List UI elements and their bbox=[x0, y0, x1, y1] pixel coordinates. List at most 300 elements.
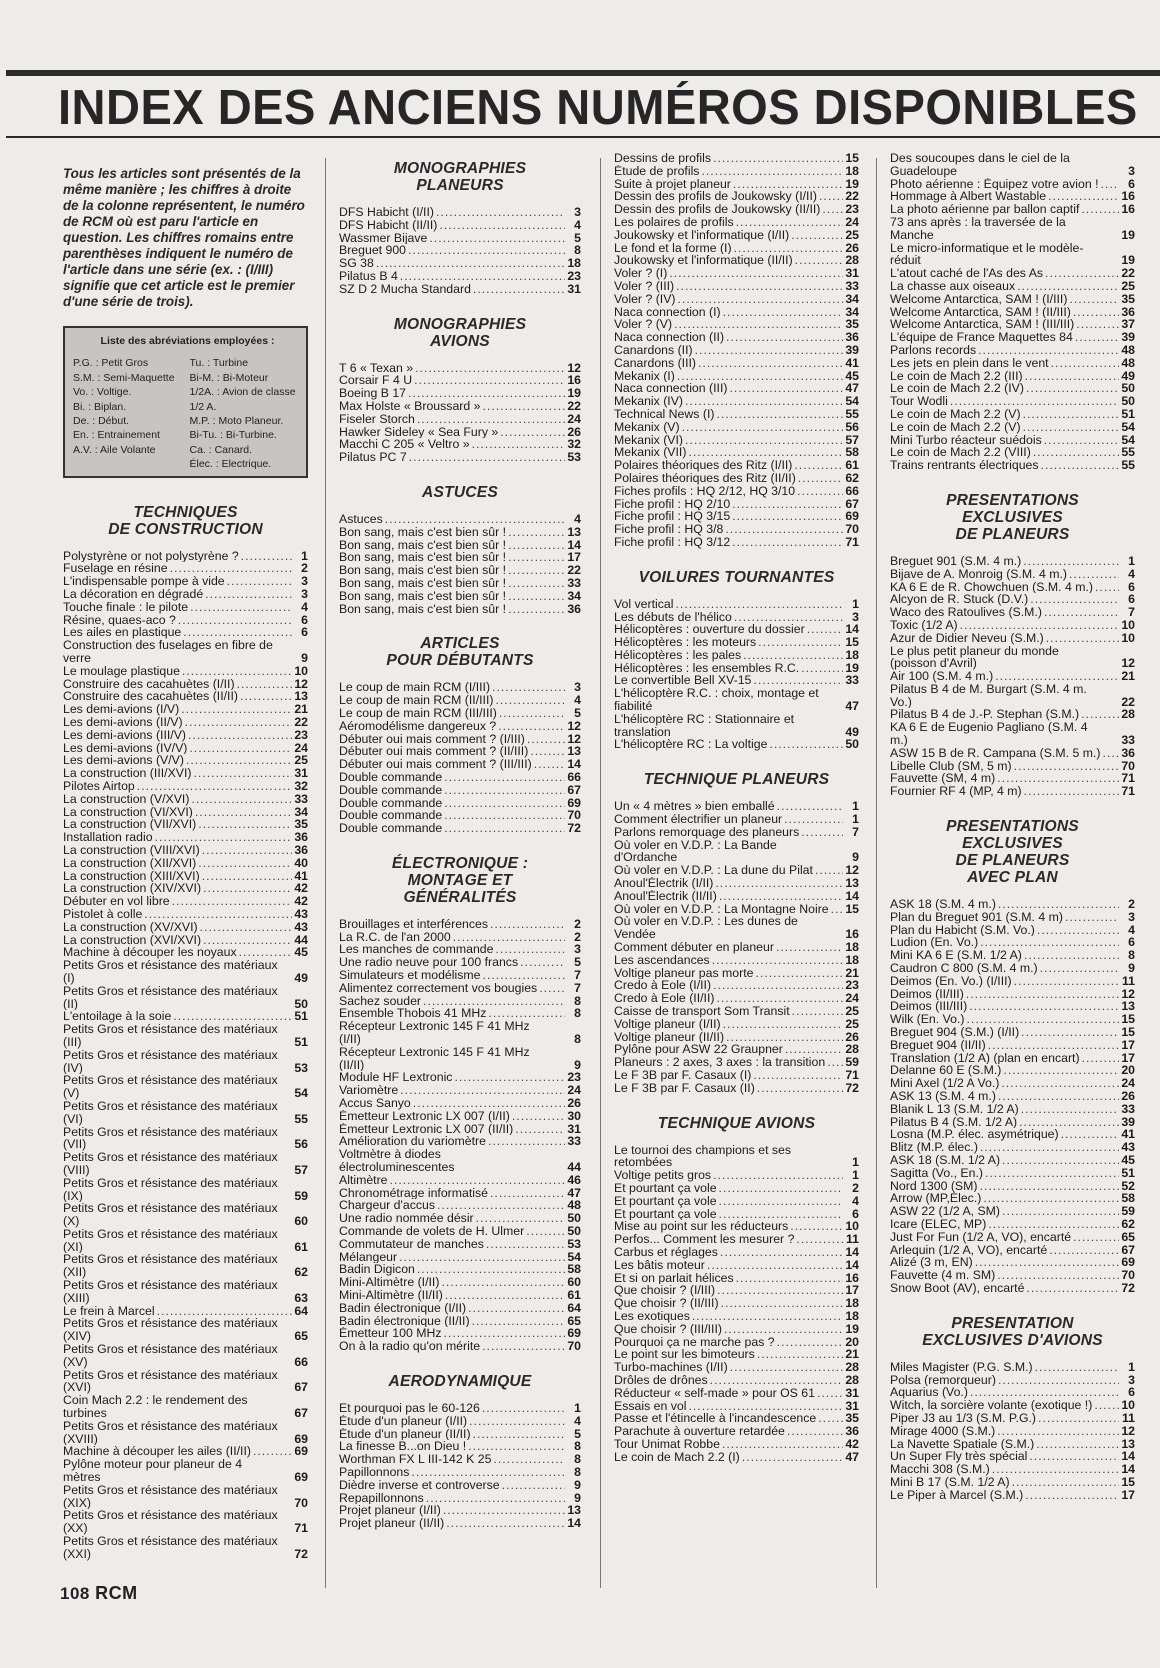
issue-number: 69 bbox=[294, 1431, 308, 1446]
leader-dots bbox=[777, 1336, 843, 1349]
index-entry bbox=[614, 954, 859, 967]
entry-title: Bon sang, mais c'est bien sûr ! bbox=[339, 564, 507, 577]
leader-dots bbox=[732, 498, 843, 511]
leader-dots bbox=[736, 216, 843, 229]
leader-dots bbox=[716, 992, 843, 1005]
column-1-sections bbox=[63, 504, 308, 1561]
index-entry bbox=[614, 713, 859, 739]
issue-number: 51 bbox=[1121, 407, 1135, 421]
index-section bbox=[890, 1315, 1135, 1502]
index-entry bbox=[614, 649, 859, 662]
entry-title: Breguet 904 (S.M.) (I/II) bbox=[890, 1026, 1020, 1039]
issue-number: 6 bbox=[1128, 936, 1135, 950]
entry-title: Credo à Eole (II/II) bbox=[614, 992, 715, 1006]
issue-number: 69 bbox=[294, 1445, 308, 1459]
index-entry bbox=[614, 800, 859, 813]
issue-number: 26 bbox=[845, 1030, 859, 1044]
leader-dots bbox=[482, 1402, 565, 1415]
leader-dots bbox=[493, 1453, 565, 1466]
leader-dots bbox=[966, 1013, 1119, 1026]
entry-title: ASW 22 (1/2 A, SM) bbox=[890, 1205, 1001, 1218]
issue-number: 48 bbox=[1121, 356, 1135, 370]
leader-dots bbox=[437, 1199, 565, 1212]
issue-number: 15 bbox=[1121, 1026, 1135, 1039]
index-entry bbox=[614, 598, 859, 611]
issue-number: 36 bbox=[1121, 746, 1135, 760]
entry-title: Suite à projet planeur bbox=[614, 177, 731, 191]
section-heading: TECHNIQUE PLANEURS bbox=[643, 771, 830, 789]
leader-dots bbox=[526, 1225, 565, 1238]
entry-title: Fiches profils : HQ 2/12, HQ 3/10 bbox=[614, 484, 796, 498]
entry-title: Just For Fun (1/2 A, VO), encarté bbox=[890, 1230, 1072, 1244]
issue-number: 41 bbox=[294, 869, 308, 883]
issue-number: 19 bbox=[567, 387, 581, 400]
entry-title: Et pourtant ça vole bbox=[614, 1181, 717, 1195]
index-section bbox=[890, 492, 1135, 798]
index-entry bbox=[890, 988, 1135, 1001]
entry-title: Fiseler Storch bbox=[339, 412, 415, 426]
index-entry bbox=[339, 526, 581, 539]
leader-dots bbox=[482, 400, 565, 413]
issue-number: 6 bbox=[301, 613, 308, 627]
index-section bbox=[614, 152, 859, 549]
entry-title: Et pourtant ça vole bbox=[614, 1207, 717, 1221]
index-entry bbox=[890, 1269, 1135, 1282]
index-entry bbox=[890, 1167, 1135, 1180]
issue-number: 51 bbox=[294, 1010, 308, 1024]
index-entry bbox=[614, 890, 859, 903]
index-entry bbox=[614, 1451, 859, 1464]
index-section bbox=[890, 152, 1135, 472]
entry-title: KA 6 E de Eugenio Pagliano (S.M. 4 m.) bbox=[890, 721, 1088, 747]
issue-number: 25 bbox=[845, 1005, 859, 1018]
entry-title: Petits Gros et résistance des matériaux (VII) bbox=[63, 1125, 278, 1152]
leader-dots bbox=[677, 370, 843, 383]
issue-number: 6 bbox=[301, 626, 308, 640]
index-entry bbox=[339, 270, 581, 283]
entry-title: Papillonnons bbox=[339, 1465, 410, 1479]
leader-dots bbox=[730, 1361, 843, 1374]
entry-title: Une radio nommée désir bbox=[339, 1212, 474, 1226]
index-entry bbox=[614, 472, 859, 485]
leader-dots bbox=[818, 1412, 843, 1425]
issue-number: 59 bbox=[294, 1188, 308, 1203]
issue-number: 69 bbox=[294, 1470, 308, 1484]
index-entry bbox=[890, 1386, 1135, 1399]
leader-dots bbox=[792, 1005, 843, 1018]
entry-title: Le convertible Bell XV-15 bbox=[614, 674, 752, 688]
index-entry bbox=[63, 1177, 308, 1203]
issue-number: 9 bbox=[301, 651, 308, 665]
index-entry bbox=[614, 1233, 859, 1246]
index-entry bbox=[339, 1123, 581, 1136]
column-2-sections bbox=[339, 160, 581, 1530]
issue-number: 18 bbox=[845, 953, 859, 967]
issue-number: 65 bbox=[294, 1329, 308, 1344]
entry-title: Voler ? (I) bbox=[614, 267, 668, 280]
leader-dots bbox=[822, 203, 843, 216]
leader-dots bbox=[173, 1010, 292, 1023]
issue-number: 34 bbox=[294, 805, 308, 819]
leader-dots bbox=[997, 1269, 1119, 1282]
leader-dots bbox=[527, 733, 565, 746]
issue-number: 72 bbox=[1121, 1281, 1135, 1295]
entry-title: La R.C. de l'an 2000 bbox=[339, 930, 451, 944]
leader-dots bbox=[1014, 975, 1119, 988]
issue-number: 43 bbox=[1121, 1141, 1135, 1154]
issue-number: 19 bbox=[845, 177, 859, 191]
entry-title: Le F 3B par F. Casaux (II) bbox=[614, 1081, 755, 1095]
issue-number: 48 bbox=[1121, 343, 1135, 357]
issue-number: 19 bbox=[1121, 227, 1135, 242]
entry-title: Débuter en vol libre bbox=[63, 895, 170, 908]
leader-dots bbox=[1037, 924, 1119, 937]
entry-title: Pylône pour ASW 22 Graupner bbox=[614, 1043, 783, 1057]
issue-number: 12 bbox=[1121, 1424, 1135, 1438]
entry-title: Mini-Altimètre (I/II) bbox=[339, 1276, 440, 1289]
entry-title: Réducteur « self-made » pour OS 61 bbox=[614, 1386, 815, 1400]
issue-number: 18 bbox=[845, 1297, 859, 1310]
index-entry bbox=[63, 1049, 308, 1075]
entry-title: Anoul'Électrik (II/II) bbox=[614, 889, 717, 903]
index-entry bbox=[63, 1074, 308, 1100]
issue-number: 10 bbox=[294, 664, 308, 678]
entry-title: Max Holste « Broussard » bbox=[339, 399, 481, 413]
leader-dots bbox=[1023, 408, 1119, 421]
issue-number: 2 bbox=[574, 930, 581, 944]
issue-number: 18 bbox=[567, 257, 581, 270]
issue-number: 3 bbox=[852, 610, 859, 624]
entry-title: Le coin de Mach 2.2 (V) bbox=[890, 407, 1021, 421]
entry-title: Carbus et réglages bbox=[614, 1245, 718, 1259]
leader-dots bbox=[492, 681, 565, 694]
entry-title: Technical News (I) bbox=[614, 407, 715, 421]
abbreviations-grid bbox=[73, 356, 302, 471]
index-entry bbox=[339, 1148, 581, 1174]
leader-dots bbox=[508, 590, 565, 603]
issue-number: 70 bbox=[567, 1340, 581, 1353]
issue-number: 1 bbox=[852, 800, 859, 814]
entry-title: Aquarius (Vo.) bbox=[890, 1386, 968, 1400]
issue-number: 63 bbox=[294, 1290, 308, 1305]
index-entry bbox=[614, 1043, 859, 1056]
index-entry bbox=[63, 806, 308, 819]
index-entry bbox=[890, 911, 1135, 924]
leader-dots bbox=[978, 344, 1119, 357]
leader-dots bbox=[1102, 747, 1119, 760]
index-entry bbox=[63, 601, 308, 614]
abbreviation-item: Bi-Tu. : Bi-Turbine. bbox=[189, 429, 277, 442]
issue-number: 17 bbox=[567, 551, 581, 565]
leader-dots bbox=[988, 1039, 1119, 1052]
leader-dots bbox=[785, 1043, 843, 1056]
index-entry bbox=[339, 1199, 581, 1212]
issue-number: 49 bbox=[294, 970, 308, 985]
index-entry bbox=[339, 982, 581, 995]
issue-number: 14 bbox=[845, 889, 859, 903]
entry-title: Naca connection (I) bbox=[614, 305, 721, 319]
index-entry bbox=[63, 550, 308, 563]
leader-dots bbox=[444, 809, 565, 822]
abbreviations-title: Liste des abréviations employées : bbox=[100, 335, 275, 347]
entry-title: Petits Gros et résistance des matériaux (VIII) bbox=[63, 1151, 278, 1177]
index-entry bbox=[890, 178, 1135, 191]
leader-dots bbox=[755, 967, 843, 980]
leader-dots bbox=[729, 382, 843, 395]
leader-dots bbox=[726, 331, 843, 344]
issue-number: 42 bbox=[294, 895, 308, 908]
entry-title: Toxic (1/2 A) bbox=[890, 618, 958, 632]
entry-title: ASK 18 (S.M. 1/2 A) bbox=[890, 1154, 1001, 1167]
leader-dots bbox=[443, 1504, 565, 1517]
issue-number: 43 bbox=[294, 920, 308, 934]
column-1 bbox=[63, 160, 308, 1561]
entry-title: Naca connection (II) bbox=[614, 331, 725, 344]
entry-title: Plan du Breguet 901 (S.M. 4 m) bbox=[890, 910, 1063, 924]
index-entry bbox=[614, 382, 859, 395]
entry-title: Petits Gros et résistance des matériaux (II) bbox=[63, 984, 278, 1011]
leader-dots bbox=[796, 1233, 843, 1246]
index-entry bbox=[614, 229, 859, 242]
index-section bbox=[339, 316, 581, 464]
issue-number: 67 bbox=[294, 1406, 308, 1420]
entry-title: Altimètre bbox=[339, 1173, 388, 1187]
entry-title: Ensemble Thobois 41 MHz bbox=[339, 1007, 487, 1021]
leader-dots bbox=[1002, 1205, 1119, 1218]
index-entry bbox=[614, 915, 859, 941]
abbreviation-item: Élec. : Electrique. bbox=[189, 458, 272, 471]
entry-title: Deimos (En. Vo.) (I/III) bbox=[890, 974, 1012, 988]
index-entry bbox=[63, 1010, 308, 1023]
index-entry bbox=[890, 446, 1135, 459]
entry-title: Caudron C 800 (S.M. 4 m.) bbox=[890, 962, 1038, 975]
leader-dots bbox=[415, 362, 565, 375]
issue-number: 41 bbox=[1121, 1128, 1135, 1142]
abbreviation-item: 1/2A. : Avion de classe bbox=[189, 386, 296, 399]
section-heading: TECHNIQUES DE CONSTRUCTION bbox=[108, 503, 263, 538]
entry-title: Anoul'Électrik (I/II) bbox=[614, 877, 714, 890]
entry-title: L'hélicoptère RC : Stationnaire et translation bbox=[614, 712, 795, 739]
leader-dots bbox=[1001, 1077, 1119, 1090]
entry-title: Voler ? (V) bbox=[614, 318, 673, 332]
entry-title: ASW 15 B de R. Campana (S.M. 5 m.) bbox=[890, 746, 1101, 760]
index-entry bbox=[614, 1195, 859, 1208]
index-entry bbox=[339, 283, 581, 296]
issue-number: 1 bbox=[852, 597, 859, 611]
index-entry bbox=[63, 921, 308, 934]
index-entry bbox=[614, 523, 859, 536]
issue-number: 6 bbox=[1128, 593, 1135, 607]
entry-title: ASK 18 (S.M. 4 m.) bbox=[890, 898, 996, 911]
issue-number: 70 bbox=[1121, 1269, 1135, 1282]
entry-title: Où voler en V.D.P. : La Montagne Noire bbox=[614, 902, 829, 916]
index-entry bbox=[339, 1340, 581, 1353]
issue-number: 21 bbox=[294, 703, 308, 717]
issue-number: 35 bbox=[845, 318, 859, 332]
issue-number: 65 bbox=[567, 1314, 581, 1328]
index-entry bbox=[890, 962, 1135, 975]
issue-number: 5 bbox=[574, 956, 581, 970]
entry-title: Débuter oui mais comment ? (I/III) bbox=[339, 732, 525, 746]
issue-number: 55 bbox=[294, 1111, 308, 1126]
issue-number: 33 bbox=[567, 576, 581, 590]
leader-dots bbox=[769, 738, 843, 751]
index-entry bbox=[890, 395, 1135, 408]
entry-title: Fauvette (SM, 4 m) bbox=[890, 772, 996, 786]
index-entry bbox=[890, 459, 1135, 472]
leader-dots bbox=[992, 1463, 1119, 1476]
entry-title: Bon sang, mais c'est bien sûr ! bbox=[339, 589, 507, 603]
leader-dots bbox=[710, 1374, 843, 1387]
entry-title: Alcyon de R. Stuck (D.V.) bbox=[890, 593, 1029, 607]
leader-dots bbox=[1073, 306, 1119, 319]
entry-title: Voltige planeur pas morte bbox=[614, 966, 754, 980]
index-entry bbox=[614, 216, 859, 229]
leader-dots bbox=[1024, 785, 1119, 798]
leader-dots bbox=[1081, 203, 1119, 216]
entry-title: Mekanix (IV) bbox=[614, 395, 684, 408]
issue-number: 59 bbox=[845, 1056, 859, 1069]
leader-dots bbox=[742, 1451, 843, 1464]
leader-dots bbox=[1046, 632, 1119, 645]
index-entry bbox=[890, 190, 1135, 203]
entry-title: Où voler en V.D.P. : La dune du Pilat bbox=[614, 864, 813, 878]
issue-number: 24 bbox=[845, 215, 859, 229]
issue-number: 10 bbox=[1121, 631, 1135, 645]
index-entry bbox=[63, 1202, 308, 1228]
leader-dots bbox=[186, 754, 292, 767]
issue-number: 48 bbox=[567, 1199, 581, 1213]
index-entry bbox=[614, 1387, 859, 1400]
index-entry bbox=[614, 1246, 859, 1259]
column-divider bbox=[876, 158, 877, 1588]
leader-dots bbox=[417, 1263, 565, 1276]
entry-title: Une radio neuve pour 100 francs bbox=[339, 956, 519, 970]
leader-dots bbox=[979, 1180, 1119, 1193]
index-entry bbox=[890, 293, 1135, 306]
index-entry bbox=[890, 1399, 1135, 1412]
entry-title: Un Super Fly très spécial bbox=[890, 1450, 1028, 1464]
issue-number: 71 bbox=[845, 535, 859, 549]
leader-dots bbox=[722, 1438, 843, 1451]
issue-number: 31 bbox=[567, 282, 581, 296]
leader-dots bbox=[411, 1466, 565, 1479]
index-entry bbox=[63, 614, 308, 627]
index-entry bbox=[63, 1535, 308, 1561]
index-entry bbox=[339, 956, 581, 969]
index-entry bbox=[890, 1282, 1135, 1295]
leader-dots bbox=[385, 513, 565, 526]
entry-title: Petits Gros et résistance des matériaux (XI) bbox=[63, 1227, 278, 1254]
issue-number: 33 bbox=[845, 674, 859, 688]
issue-number: 4 bbox=[301, 600, 308, 614]
issue-number: 57 bbox=[294, 1162, 308, 1177]
issue-number: 25 bbox=[1121, 279, 1135, 293]
index-entry bbox=[63, 1445, 308, 1458]
issue-number: 1 bbox=[852, 1169, 859, 1182]
index-entry bbox=[614, 1259, 859, 1272]
index-entry bbox=[614, 1336, 859, 1349]
leader-dots bbox=[997, 1425, 1119, 1438]
issue-number: 50 bbox=[845, 738, 859, 752]
entry-title: Dessin des profils de Joukowsky (II/II) bbox=[614, 203, 821, 216]
leader-dots bbox=[732, 510, 843, 523]
page-title: INDEX DES ANCIENS NUMÉROS DISPONIBLES bbox=[58, 81, 1138, 135]
entry-title: Le micro-informatique et le modèle-réduit bbox=[890, 241, 1084, 268]
leader-dots bbox=[1075, 331, 1119, 344]
leader-dots bbox=[188, 729, 292, 742]
issue-number: 9 bbox=[574, 1057, 581, 1072]
index-entry bbox=[890, 593, 1135, 606]
leader-dots bbox=[753, 1069, 843, 1082]
leader-dots bbox=[798, 472, 843, 485]
issue-number: 51 bbox=[294, 1034, 308, 1049]
index-entry bbox=[890, 331, 1135, 344]
leader-dots bbox=[1035, 1361, 1119, 1374]
issue-number: 12 bbox=[1121, 987, 1135, 1001]
leader-dots bbox=[969, 1000, 1119, 1013]
leader-dots bbox=[1061, 1128, 1119, 1141]
issue-number: 66 bbox=[845, 484, 859, 498]
issue-number: 64 bbox=[294, 1304, 308, 1318]
leader-dots bbox=[473, 283, 565, 296]
issue-number: 4 bbox=[574, 218, 581, 232]
entry-title: Witch, la sorcière volante (exotique !) bbox=[890, 1399, 1093, 1412]
index-entry bbox=[63, 934, 308, 947]
index-entry bbox=[614, 1018, 859, 1031]
leader-dots bbox=[444, 771, 565, 784]
index-entry bbox=[63, 716, 308, 729]
entry-title: Le frein à Marcel bbox=[63, 1304, 155, 1318]
leader-dots bbox=[185, 716, 292, 729]
issue-number: 2 bbox=[301, 562, 308, 576]
issue-number: 53 bbox=[567, 1237, 581, 1251]
index-entry bbox=[890, 382, 1135, 395]
entry-title: Que choisir ? (I/III) bbox=[614, 1284, 716, 1298]
leader-dots bbox=[468, 1440, 565, 1453]
index-entry bbox=[614, 1323, 859, 1336]
entry-title: Double commande bbox=[339, 822, 443, 835]
index-entry bbox=[614, 1031, 859, 1044]
leader-dots bbox=[797, 485, 843, 498]
entry-title: Bon sang, mais c'est bien sûr ! bbox=[339, 538, 507, 552]
leader-dots bbox=[240, 690, 292, 703]
entry-title: Canardons (III) bbox=[614, 356, 697, 370]
leader-dots bbox=[980, 1141, 1119, 1154]
entry-title: Polaires théoriques des Ritz (II/II) bbox=[614, 471, 796, 485]
entry-title: Macchi 308 (S.M.) bbox=[890, 1463, 990, 1476]
abbreviation-item: De. : Début. bbox=[73, 415, 130, 428]
index-entry bbox=[890, 1128, 1135, 1141]
leader-dots bbox=[733, 178, 843, 191]
entry-title: Mekanix (I) bbox=[614, 369, 675, 383]
index-entry bbox=[339, 206, 581, 219]
leader-dots bbox=[237, 678, 292, 691]
issue-number: 31 bbox=[294, 767, 308, 780]
index-entry bbox=[890, 708, 1135, 721]
leader-dots bbox=[376, 257, 565, 270]
index-entry bbox=[339, 1251, 581, 1264]
index-entry bbox=[890, 1000, 1135, 1013]
issue-number: 1 bbox=[852, 1155, 859, 1170]
section-heading: PRESENTATION EXCLUSIVES D'AVIONS bbox=[922, 1314, 1103, 1349]
leader-dots bbox=[227, 575, 292, 588]
leader-dots bbox=[985, 1167, 1119, 1180]
issue-number: 67 bbox=[1121, 1243, 1135, 1257]
index-entry bbox=[890, 619, 1135, 632]
issue-number: 69 bbox=[845, 510, 859, 524]
leader-dots bbox=[1045, 267, 1119, 280]
